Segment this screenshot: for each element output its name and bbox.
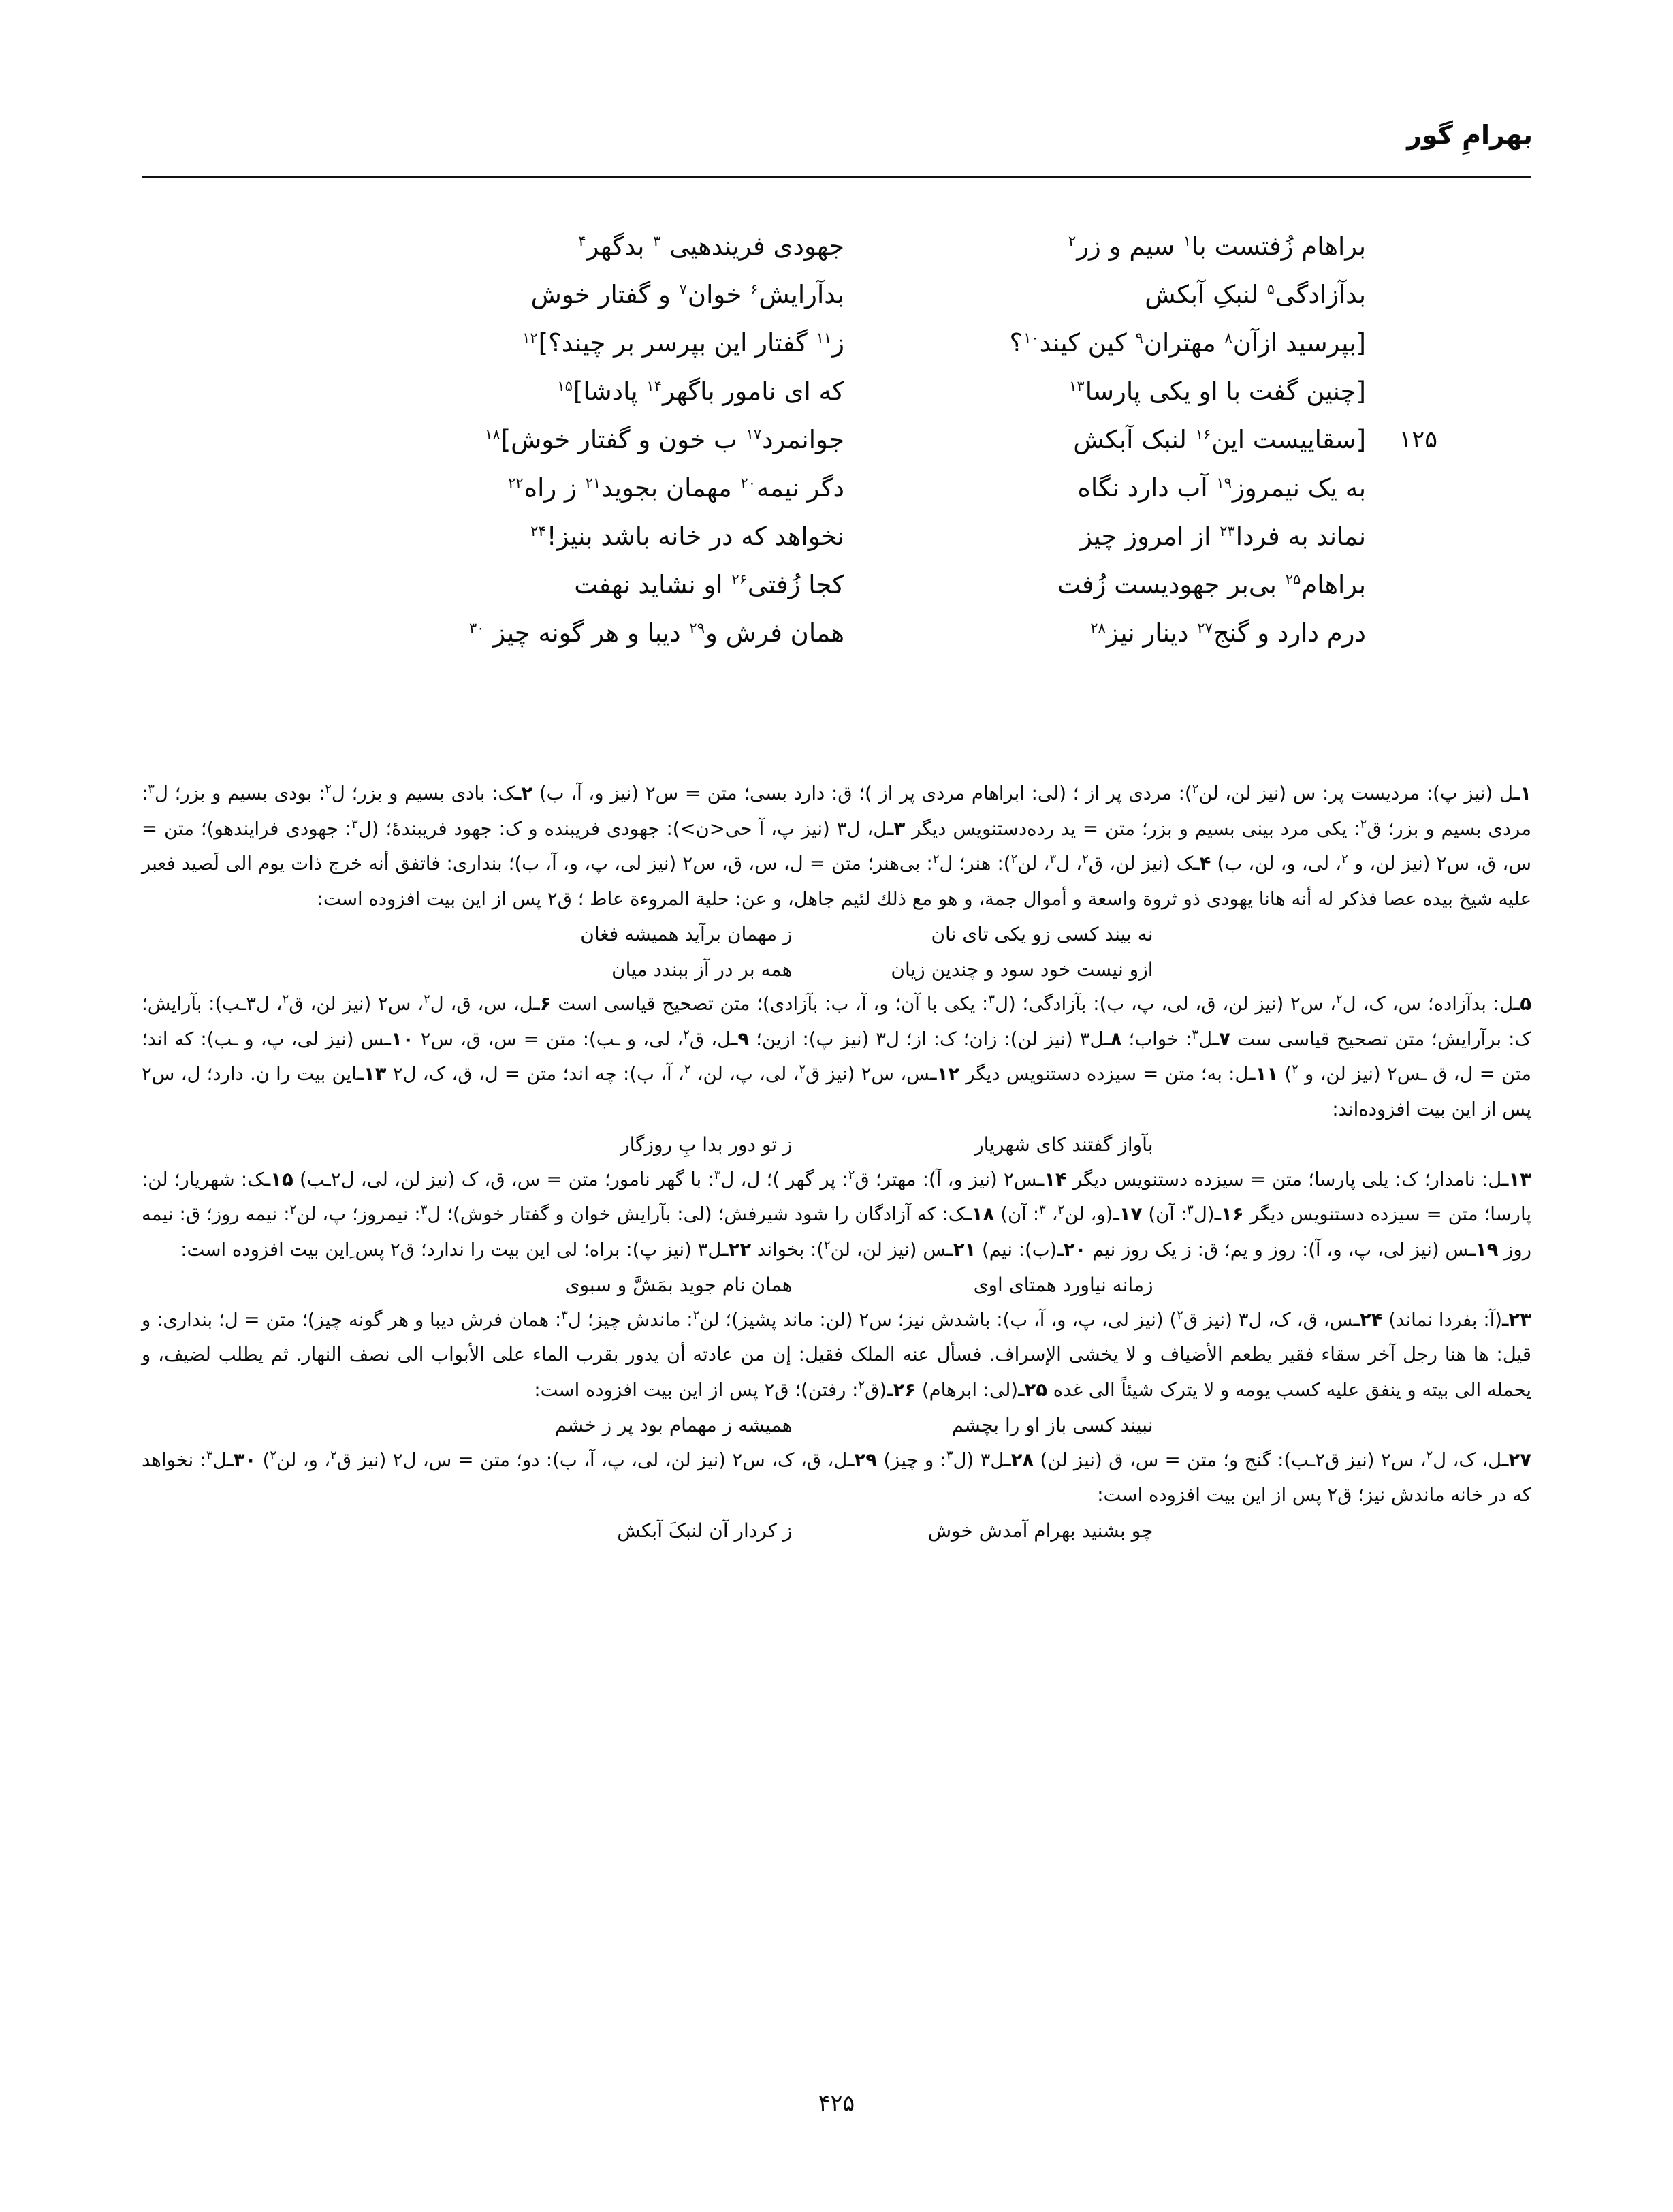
hemistich-first: درم دارد و گنج$^{٢٧}$ دینار نیز$^{٢٨}$ [1090, 618, 1366, 648]
verse-row [225, 563, 1441, 612]
apparatus-hemistich-second: همیشه ز مهمام بود پر ز خشم [554, 1414, 793, 1436]
verse-row [225, 273, 1441, 321]
apparatus-couplet [142, 952, 1531, 988]
verse-row [225, 321, 1441, 370]
hemistich-second: دگر نیمه$^{٢٠}$ مهمان بجوید$^{٢١}$ ز راه$^{٢٢}$ [508, 473, 844, 503]
apparatus-note: ۵ـل: بدآزاده؛ س، ک، ل$^٢$، س٢ (نیز لن، ق، لی، پ، ب): بآزادگی؛ (ل$^٣$: یکی با آن؛ و، آ، ب: بآزادی)؛ متن تصحیح قیاسی است ۶ـل، س، ق، ل$^٢$، س٢ (نیز لن، ق$^٢$، ل٣ـب): بآرایش؛ ک: برآرایش؛ متن تصحیح قیاسی ست ٧ـل$^٣$: خواب؛ ٨ـل٣ (نیز لن): زان؛ ک: از؛ ل٣ (نیز پ): ازین؛ ٩ـل، ق$^٢$، لی، و ـب): متن = س، ق، س٢ ١٠ـس (نیز لی، پ، و ـب): که اند؛ متن = ل، ق ـس٢ (نیز لن، و $^٢$) ١١ـل: به؛ متن = سیزده دستنویس دیگر ١٢ـس، س٢ (نیز ق$^٢$، لی، پ، لن، $^٢$، آ، ب): چه اند؛ متن = ل، ق، ک، ل٢ ١٣ـاین بیت را ن. دارد؛ ل، س٢ پس از این بیت افزوده‌اند: [142, 992, 1531, 1120]
hemistich-first: [بپرسید ازآن$^٨$ مهتران$^٩$ کین کیند$^{١٠}$؟ [1009, 328, 1366, 358]
apparatus-couplet [142, 1408, 1531, 1443]
apparatus-hemistich-second: ز تو دور بدا بِ روزگار [620, 1133, 793, 1156]
hemistich-second: همان فرش و$^{٢٩}$ دیبا و هر گونه چیز $^{٣٠}$ [468, 618, 844, 648]
apparatus-hemistich-first: بآواز گفتند کای شهریار [974, 1133, 1153, 1156]
hemistich-first: براهام$^{٢۵}$ بی‌بر جهودیست زُفت [1057, 570, 1366, 599]
apparatus-note: ٢٣ـ(آ: بفردا نماند) ٢۴ـس، ق، ک، ل٣ (نیز ق$^٢$) (نیز لی، پ، و، آ، ب): باشدش نیز؛ س٢ (لن: ماند پشیز)؛ لن$^٢$: ماندش چیز؛ ل$^٣$: همان فرش دیبا و هر گونه چیز)؛ متن = ل؛ بنداری: و قیل: ها هنا رجل آخر سقاء فقیر یطعم الأضیاف و لا یخشی الإسراف. فسأل عنه الملک فقیل: إن من عادته أن یدور بقرب الماء علی الأبواب الی نصف النهار. ثم یطلب لضیف، و یحمله الی بیته و ینفق علیه کسب یومه و لا یترک شیئاً الی غده ٢۵ـ(لی: ابرهام) ٢۶ـ(ق$^٢$: رفتن)؛ ق٢ پس از این بیت افزوده است: [142, 1308, 1531, 1401]
apparatus-note: ١ـل (نیز پ): مردیست پر: س (نیز لن، لن$^٢$): مردی پر از ؛ (لی: ابراهام مردی پر از )؛ ق: دارد بسی؛ متن = س٢ (نیز و، آ، ب) ٢ـک: بادی بسیم و بزر؛ ل$^٢$: بودی بسیم و بزر؛ ل$^٣$: مردی بسیم و بزر؛ ق$^٢$: یکی مرد بینی بسیم و بزر؛ متن = ید رده‌دستنویس دیگر ٣ـل، ل٣ (نیز پ، آ حی<ن>): جهودی فریبنده و ک: جهود فریبندهٔ؛ (ل$^٣$: جهودی فرایندهو)؛ متن = س، ق، س٢ (نیز لن، و $^٢$، لی، و، لن، ب) ۴ـک (نیز لن، ق$^٢$، ل$^٣$، لن$^٢$): هنر؛ ل$^٢$: بی‌هنر؛ متن = ل، س، ق، س٢ (نیز لی، پ، و، آ، ب)؛ بنداری: فاتفق أنه خرج ذات یوم الی لَصید فعبر علیه شیخ بیده عصا فذکر له أنه هانا یهودی ذو ثروة واسعة و أموال جمة، و هو مع ذلك لئیم جاهل، و عن: حلیة المروءة عاط ؛ ق٢ پس از این بیت افزوده است: [142, 781, 1531, 910]
header-rule [142, 176, 1531, 178]
hemistich-first: بدآزادگی$^۵$ لنبکِ آبکش [1145, 280, 1366, 309]
hemistich-second: جوانمرد$^{١٧}$ ب خون و گفتار خوش]$^{١٨}$ [485, 425, 844, 454]
apparatus-hemistich-first: نبیند کسی باز او را بچشم [951, 1414, 1153, 1436]
verse-row [225, 418, 1441, 467]
apparatus-couplet [142, 917, 1531, 952]
hemistich-first: [سقاییست این$^{١۶}$ لنبک آبکش [1073, 425, 1366, 454]
hemistich-first: براهام زُفتست با$^١$ سیم و زر$^٢$ [1068, 232, 1366, 261]
hemistich-second: کجا زُفتی$^{٢۶}$ او نشاید نهفت [574, 570, 844, 599]
hemistich-first: نماند به فردا$^{٢٣}$ از امروز چیز [1080, 522, 1366, 551]
folio-number: ۴۲۵ [818, 2089, 855, 2116]
verse-row [225, 515, 1441, 563]
verse-row [225, 225, 1441, 273]
verse-row [225, 612, 1441, 660]
hemistich-first: [چنین گفت با او یکی پارسا$^{١٣}$ [1069, 377, 1366, 406]
hemistich-second: جهودی فریندهیی $^٣$ بدگهر$^۴$ [578, 232, 844, 261]
apparatus-hemistich-second: ز کردار آن لنبکَ آبکش [617, 1519, 793, 1542]
critical-apparatus [142, 776, 1531, 1548]
apparatus-hemistich-second: همه بر در آز ببندد میان [611, 958, 793, 981]
running-head [140, 121, 1533, 150]
apparatus-hemistich-second: ز مهمان برآید همیشه فغان [580, 923, 793, 945]
verse-row [225, 370, 1441, 418]
apparatus-note: ٢٧ـل، ک، ل$^٢$، س٢ (نیز ق٢ـب): گنج و؛ متن = س، ق (نیز لن) ٢٨ـل٣ (ل$^٣$: و چیز) ٢٩ـل، ق، ک، س٢ (نیز لن، لی، پ، آ، ب): دو؛ متن = س، ل٢ (نیز ق$^٢$، و، لن$^٢$) ٣٠ـل$^٣$: نخواهد که در خانه ماندش نیز؛ ق٢ پس از این بیت افزوده است: [142, 1448, 1531, 1506]
apparatus-couplet [142, 1267, 1531, 1303]
hemistich-second: نخواهد که در خانه باشد بنیز!$^{٢۴}$ [530, 522, 844, 551]
bayt-number: ۱۲۵ [1399, 426, 1437, 454]
apparatus-hemistich-second: همان نام جوید بمَشَّ و سبوی [564, 1274, 793, 1296]
verse-block [225, 225, 1441, 660]
page-title: بهرامِ گور [1407, 120, 1533, 150]
apparatus-hemistich-first: ازو نیست خود سود و چندین زیان [891, 958, 1153, 981]
verse-row [225, 467, 1441, 515]
hemistich-second: ز$^{١١}$ گفتار این بپرسر بر چیند؟]$^{١٢}$ [522, 328, 844, 358]
apparatus-couplet [142, 1513, 1531, 1549]
hemistich-second: که ای نامور باگهر$^{١۴}$ پادشا]$^{١۵}$ [557, 377, 844, 406]
apparatus-note: ١٣ـل: نامدار؛ ک: یلی پارسا؛ متن = سیزده دستنویس دیگر ١۴ـس٢ (نیز و، آ): مهتر؛ ق$^٢$: پر گهر )؛ ل، ل$^٣$: با گهر نامور؛ متن = س، ق، ک (نیز لن، لی، ل٢ـب) ١۵ـک: شهریار؛ لن: پارسا؛ متن = سیزده دستنویس دیگر ١۶ـ(ل$^٣$: آن) ١٧ـ(و، لن$^٢$، $^٣$: آن) ١٨ـک: که آزادگان را شود شیرفش؛ (لی: بآرایش خوان و گفتار خوش)؛ ل$^٣$: نیمروز؛ پ، لن$^٢$: نیمه روز؛ ق: نیمه روز ١٩ـس (نیز لی، پ، و، آ): روز و یم؛ ق: ز یک روز نیم ٢٠ـ(ب): نیم) ٢١ـس (نیز لن، لن$^٢$): بخواند ٢٢ـل٣ (نیز پ): براه؛ لی این بیت را ندارد؛ ق٢ پس ِاین بیت افزوده است: [142, 1167, 1532, 1261]
apparatus-hemistich-first: چو بشنید بهرام آمدش خوش [927, 1519, 1153, 1542]
apparatus-hemistich-first: نه بیند کسی زو یکی تای نان [931, 923, 1153, 945]
hemistich-second: بدآرایش$^۶$ خوان$^٧$ و گفتار خوش [530, 280, 844, 309]
apparatus-couplet [142, 1127, 1531, 1163]
hemistich-first: به یک نیمروز$^{١٩}$ آب دارد نگاه [1077, 473, 1366, 503]
apparatus-hemistich-first: زمانه نیاورد همتای اوی [973, 1274, 1153, 1296]
